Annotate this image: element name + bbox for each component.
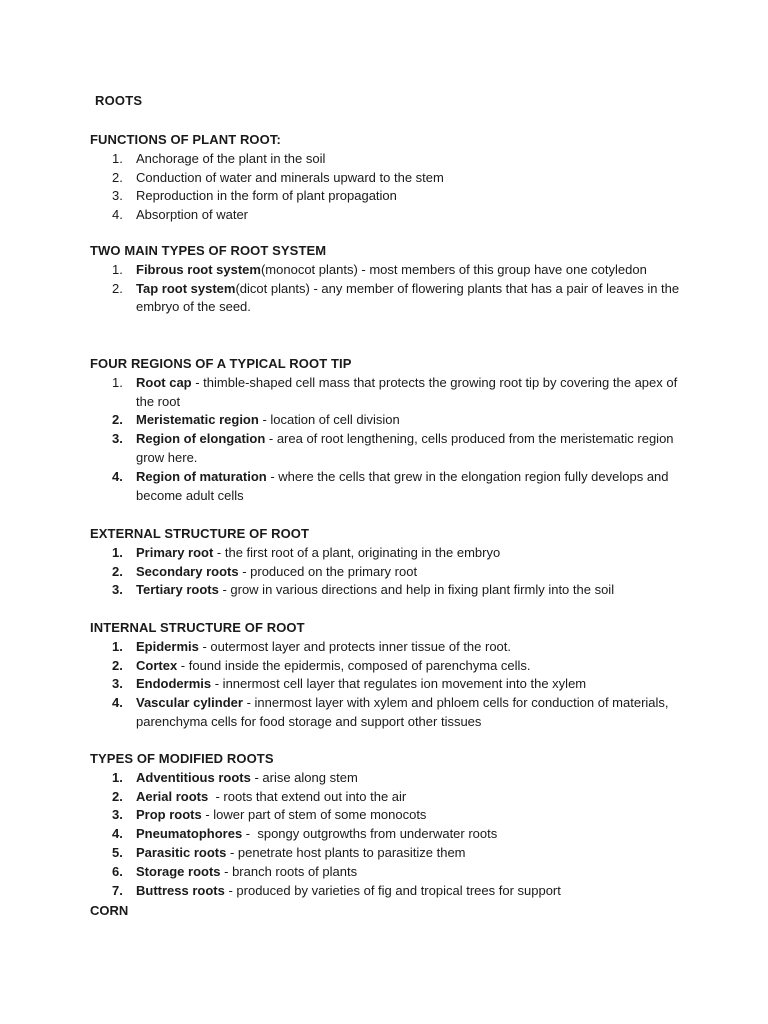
list-item <box>90 863 690 882</box>
list-item <box>90 657 690 676</box>
item-desc: - penetrate host plants to parasitize them <box>226 844 466 860</box>
item-number: 4. <box>112 207 123 223</box>
item-number: 4. <box>112 468 123 484</box>
section-external-structure <box>90 525 690 600</box>
item-term: Root cap <box>136 374 192 390</box>
corn-heading: CORN <box>90 903 129 918</box>
item-desc: - where the cells that grew in the elongation region fully develops and become adult cells <box>136 468 669 503</box>
item-number: 3. <box>112 807 123 823</box>
item-number: 6. <box>112 863 123 879</box>
section-root-system-types <box>90 242 690 317</box>
item-number: 3. <box>112 582 123 598</box>
item-desc: Conduction of water and minerals upward to the stem <box>136 169 444 185</box>
item-number: 4. <box>112 695 123 711</box>
item-term: Cortex <box>136 657 178 673</box>
list-item <box>90 206 690 225</box>
item-desc: - the first root of a plant, originating in the embryo <box>213 544 501 560</box>
section-heading: EXTERNAL STRUCTURE OF ROOT <box>90 526 310 541</box>
item-number: 1. <box>112 638 123 654</box>
list-item <box>90 261 690 280</box>
list-item <box>90 844 690 863</box>
item-number: 2. <box>112 788 123 804</box>
list-item <box>90 825 690 844</box>
item-desc: - produced by varieties of fig and tropical trees for support <box>224 882 561 898</box>
item-desc: Absorption of water <box>136 207 249 223</box>
section-root-tip-regions <box>90 355 690 505</box>
item-desc: - roots that extend out into the air <box>208 788 407 804</box>
item-number: 1. <box>112 374 123 390</box>
list-item <box>90 882 690 901</box>
section-heading: FUNCTIONS OF PLANT ROOT: <box>90 132 281 147</box>
item-number: 3. <box>112 188 123 204</box>
item-desc: Anchorage of the plant in the soil <box>136 150 326 166</box>
list-item <box>90 544 690 563</box>
item-number: 2. <box>112 657 123 673</box>
list-item <box>90 788 690 807</box>
item-number: 2. <box>112 169 123 185</box>
item-desc: - innermost cell layer that regulates ion movement into the xylem <box>211 676 587 692</box>
item-number: 7. <box>112 882 123 898</box>
item-term: Parasitic roots <box>136 844 227 860</box>
item-term: Meristematic region <box>136 412 259 428</box>
item-term: Region of elongation <box>136 431 266 447</box>
item-number: 3. <box>112 676 123 692</box>
item-desc: - grow in various directions and help in fixing plant firmly into the soil <box>218 582 615 598</box>
item-desc: - innermost layer with xylem and phloem cells for conduction of materials, parenchyma cells for food storage and support other tissues <box>136 695 669 729</box>
item-term: Primary root <box>136 544 214 560</box>
item-desc: - outermost layer and protects inner tissue of the root. <box>198 638 512 654</box>
item-desc: (dicot plants) - any member of flowering plants that has a pair of leaves in the embryo of the seed. <box>136 280 680 315</box>
list-item <box>90 280 690 318</box>
item-desc: - arise along stem <box>250 769 358 785</box>
item-term: Region of maturation <box>136 468 267 484</box>
item-number: 1. <box>112 261 123 277</box>
item-term: Fibrous root system <box>136 261 261 277</box>
item-desc: - area of root lengthening, cells produced from the meristematic region grow here. <box>136 431 674 465</box>
section-modified-roots <box>90 750 690 900</box>
section-functions <box>90 131 690 225</box>
list-item <box>90 169 690 188</box>
list-item <box>90 581 690 600</box>
document-title: ROOTS <box>95 93 143 108</box>
item-number: 4. <box>112 826 123 842</box>
item-desc: - thimble-shaped cell mass that protects the growing root tip by covering the apex of the root <box>136 374 678 409</box>
item-desc: (monocot plants) - most members of this group have one cotyledon <box>260 261 647 277</box>
item-term: Adventitious roots <box>136 769 251 785</box>
item-number: 2. <box>112 563 123 579</box>
section-heading: TYPES OF MODIFIED ROOTS <box>90 751 274 766</box>
section-heading: TWO MAIN TYPES OF ROOT SYSTEM <box>90 243 327 258</box>
item-term: Prop roots <box>136 807 202 823</box>
item-number: 3. <box>112 431 123 447</box>
item-desc: - spongy outgrowths from underwater roots <box>242 826 498 842</box>
item-number: 1. <box>112 544 123 560</box>
item-term: Aerial roots <box>136 788 209 804</box>
item-term: Secondary roots <box>136 563 239 579</box>
list-item <box>90 187 690 206</box>
item-number: 1. <box>112 150 123 166</box>
section-heading: FOUR REGIONS OF A TYPICAL ROOT TIP <box>90 356 352 371</box>
list-item <box>90 769 690 788</box>
item-desc: - produced on the primary root <box>238 563 418 579</box>
item-number: 1. <box>112 769 123 785</box>
item-term: Storage roots <box>136 863 221 879</box>
section-heading: INTERNAL STRUCTURE OF ROOT <box>90 620 305 635</box>
item-number: 2. <box>112 280 123 296</box>
item-desc: - lower part of stem of some monocots <box>201 807 427 823</box>
list-item <box>90 374 690 412</box>
item-term: Epidermis <box>136 638 199 654</box>
item-desc: - location of cell division <box>258 412 400 428</box>
section-internal-structure <box>90 619 690 732</box>
item-desc: Reproduction in the form of plant propagation <box>136 188 397 204</box>
list-item <box>90 638 690 657</box>
item-term: Vascular cylinder <box>136 695 243 711</box>
list-item <box>90 675 690 694</box>
list-item <box>90 430 690 468</box>
list-item <box>90 468 690 506</box>
item-term: Tap root system <box>136 280 236 296</box>
list-item <box>90 411 690 430</box>
list-item <box>90 806 690 825</box>
item-number: 2. <box>112 412 123 428</box>
item-term: Buttress roots <box>136 882 225 898</box>
item-term: Pneumatophores <box>136 826 243 842</box>
item-number: 5. <box>112 844 123 860</box>
item-desc: - branch roots of plants <box>220 863 358 879</box>
list-item <box>90 563 690 582</box>
item-desc: - found inside the epidermis, composed of parenchyma cells. <box>177 657 531 673</box>
item-term: Tertiary roots <box>136 582 219 598</box>
list-item <box>90 694 690 732</box>
list-item <box>90 150 690 169</box>
item-term: Endodermis <box>136 676 212 692</box>
